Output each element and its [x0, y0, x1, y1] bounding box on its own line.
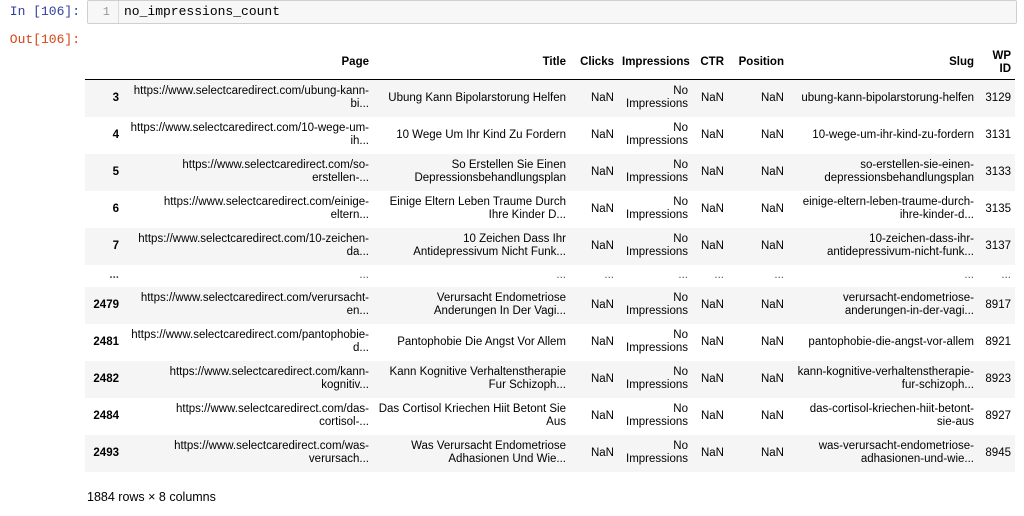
table-row [85, 154, 1015, 191]
cell-page: https://www.selectcaredirect.com/einige-eltern... [163, 196, 369, 221]
cell-title: Was Verursacht Endometriose Adhasionen Und Wie... [411, 440, 566, 465]
cell-wpid: 3131 [985, 128, 1011, 141]
cell-wpid: 3135 [985, 202, 1011, 215]
cell-clicks: NaN [590, 446, 614, 459]
row-index: 2479 [93, 298, 119, 311]
dataframe-table [85, 46, 1015, 472]
cell-wpid: 3129 [985, 91, 1011, 104]
cell-position: NaN [760, 372, 784, 385]
row-index: 2493 [93, 446, 119, 459]
table-body [85, 80, 1015, 472]
cell-slug: einige-eltern-leben-traume-durch-ihre-kinder-d... [802, 196, 974, 221]
cell-position: NaN [760, 239, 784, 252]
cell-impressions: No Impressions [626, 366, 688, 391]
cell-page: https://www.selectcaredirect.com/kann-kognitiv... [169, 366, 369, 391]
cell-clicks: NaN [590, 372, 614, 385]
cell-impressions: No Impressions [626, 403, 688, 428]
cell-wpid: 8921 [985, 335, 1011, 348]
column-header-clicks: Clicks [570, 46, 618, 80]
cell-slug: so-erstellen-sie-einen-depressionsbehandlungsplan [824, 159, 974, 184]
cell-position: NaN [760, 128, 784, 141]
column-header-slug: Slug [788, 46, 978, 80]
row-index: 2484 [93, 409, 119, 422]
cell-title: Einige Eltern Leben Traume Durch Ihre Kinder D... [389, 196, 566, 221]
row-index: 3 [112, 91, 119, 104]
table-row [85, 435, 1015, 472]
cell-position: NaN [760, 335, 784, 348]
cell-slug: verursacht-endometriose-anderungen-in-der-vagi... [842, 292, 974, 317]
cell-clicks: ... [604, 269, 614, 281]
cell-position: NaN [760, 91, 784, 104]
column-header-impressions: Impressions [618, 46, 692, 80]
cell-title: ... [556, 269, 566, 281]
cell-impressions: No Impressions [626, 329, 688, 354]
cell-impressions: No Impressions [626, 122, 688, 147]
table-summary: 1884 rows × 8 columns [87, 490, 216, 504]
cell-impressions: ... [678, 269, 688, 281]
cell-title: 10 Wege Um Ihr Kind Zu Fordern [396, 128, 566, 141]
cell-wpid: 3133 [985, 165, 1011, 178]
cell-ctr: NaN [700, 91, 724, 104]
cell-page: https://www.selectcaredirect.com/ubung-kann-bi... [133, 85, 369, 111]
cell-position: ... [774, 269, 784, 281]
cell-slug: 10-wege-um-ihr-kind-zu-fordern [812, 128, 974, 141]
table-row [85, 191, 1015, 228]
code-input-area[interactable] [87, 0, 1017, 24]
cell-title: So Erstellen Sie Einen Depressionsbehandlungsplan [414, 159, 566, 184]
cell-title: 10 Zeichen Dass Ihr Antidepressivum Nicht Funk... [413, 233, 566, 258]
row-index: 6 [112, 202, 119, 215]
cell-impressions: No Impressions [626, 159, 688, 184]
output-prompt: Out[106]: [9, 32, 80, 47]
cell-impressions: No Impressions [626, 196, 688, 221]
line-number: 1 [102, 5, 110, 19]
cell-title: Ubung Kann Bipolarstorung Helfen [388, 91, 566, 104]
cell-clicks: NaN [590, 335, 614, 348]
cell-ctr: ... [714, 269, 724, 281]
cell-impressions: No Impressions [626, 85, 688, 111]
column-header-ctr: CTR [692, 46, 728, 80]
table-row [85, 361, 1015, 398]
cell-ctr: NaN [700, 409, 724, 422]
table-header-row [85, 46, 1015, 80]
table-row [85, 117, 1015, 154]
cell-ctr: NaN [700, 446, 724, 459]
column-header-position: Position [728, 46, 788, 80]
cell-page: https://www.selectcaredirect.com/was-verursach... [174, 440, 369, 465]
cell-page: ... [359, 269, 369, 281]
cell-ctr: NaN [700, 128, 724, 141]
cell-ctr: NaN [700, 335, 724, 348]
cell-wpid: 8923 [985, 372, 1011, 385]
cell-title: Das Cortisol Kriechen Hiit Betont Sie Aus [378, 403, 566, 428]
cell-page: https://www.selectcaredirect.com/pantophobie-d... [131, 329, 369, 354]
cell-slug: das-cortisol-kriechen-hiit-betont-sie-aus [809, 403, 974, 428]
cell-wpid: 8945 [985, 446, 1011, 459]
column-header-index [85, 46, 123, 80]
cell-ctr: NaN [700, 372, 724, 385]
cell-clicks: NaN [590, 165, 614, 178]
cell-ctr: NaN [700, 298, 724, 311]
column-header-wp-id: WP ID [978, 46, 1015, 80]
cell-slug: ... [964, 269, 974, 281]
cell-impressions: No Impressions [626, 292, 688, 317]
table-row [85, 265, 1015, 287]
cell-position: NaN [760, 446, 784, 459]
cell-wpid: 3137 [985, 239, 1011, 252]
cell-position: NaN [760, 409, 784, 422]
table-row [85, 80, 1015, 117]
cell-page: https://www.selectcaredirect.com/so-erstellen-... [182, 159, 369, 184]
cell-clicks: NaN [590, 239, 614, 252]
cell-impressions: No Impressions [626, 440, 688, 465]
cell-slug: pantophobie-die-angst-vor-allem [808, 335, 974, 348]
cell-clicks: NaN [590, 202, 614, 215]
cell-position: NaN [760, 298, 784, 311]
row-index: 2482 [93, 372, 119, 385]
cell-ctr: NaN [700, 202, 724, 215]
table-row [85, 228, 1015, 265]
cell-position: NaN [760, 202, 784, 215]
cell-clicks: NaN [590, 128, 614, 141]
cell-page: https://www.selectcaredirect.com/10-wege-um-ih... [130, 122, 369, 147]
column-header-title: Title [373, 46, 570, 80]
row-index: 7 [112, 239, 119, 252]
row-index: 5 [112, 165, 119, 178]
cell-wpid: 8927 [985, 409, 1011, 422]
gutter-divider [118, 1, 119, 23]
cell-slug: was-verursacht-endometriose-adhasionen-und-wie... [818, 440, 974, 465]
cell-position: NaN [760, 165, 784, 178]
cell-title: Kann Kognitive Verhaltenstherapie Fur Schizoph... [389, 366, 566, 391]
cell-ctr: NaN [700, 165, 724, 178]
cell-wpid: 8917 [985, 298, 1011, 311]
cell-slug: ubung-kann-bipolarstorung-helfen [801, 91, 974, 104]
table-row [85, 398, 1015, 435]
column-header-page: Page [123, 46, 373, 80]
cell-ctr: NaN [700, 239, 724, 252]
cell-page: https://www.selectcaredirect.com/verursacht-en... [140, 292, 369, 317]
cell-slug: 10-zeichen-dass-ihr-antidepressivum-nicht-funk... [826, 233, 974, 258]
cell-title: Verursacht Endometriose Anderungen In Der Vagi... [433, 292, 566, 317]
row-index: 4 [112, 128, 119, 141]
cell-page: https://www.selectcaredirect.com/10-zeichen-da... [138, 233, 369, 258]
cell-wpid: ... [1001, 269, 1011, 281]
input-prompt: In [106]: [9, 4, 80, 19]
cell-page: https://www.selectcaredirect.com/das-cortisol-... [175, 403, 369, 428]
code-line[interactable]: no_impressions_count [124, 4, 281, 19]
cell-clicks: NaN [590, 409, 614, 422]
cell-clicks: NaN [590, 91, 614, 104]
table-row [85, 287, 1015, 324]
cell-clicks: NaN [590, 298, 614, 311]
cell-slug: kann-kognitive-verhaltenstherapie-fur-schizoph... [797, 366, 974, 391]
row-index: ... [109, 269, 119, 281]
table-row [85, 324, 1015, 361]
cell-title: Pantophobie Die Angst Vor Allem [397, 335, 566, 348]
row-index: 2481 [93, 335, 119, 348]
cell-impressions: No Impressions [626, 233, 688, 258]
